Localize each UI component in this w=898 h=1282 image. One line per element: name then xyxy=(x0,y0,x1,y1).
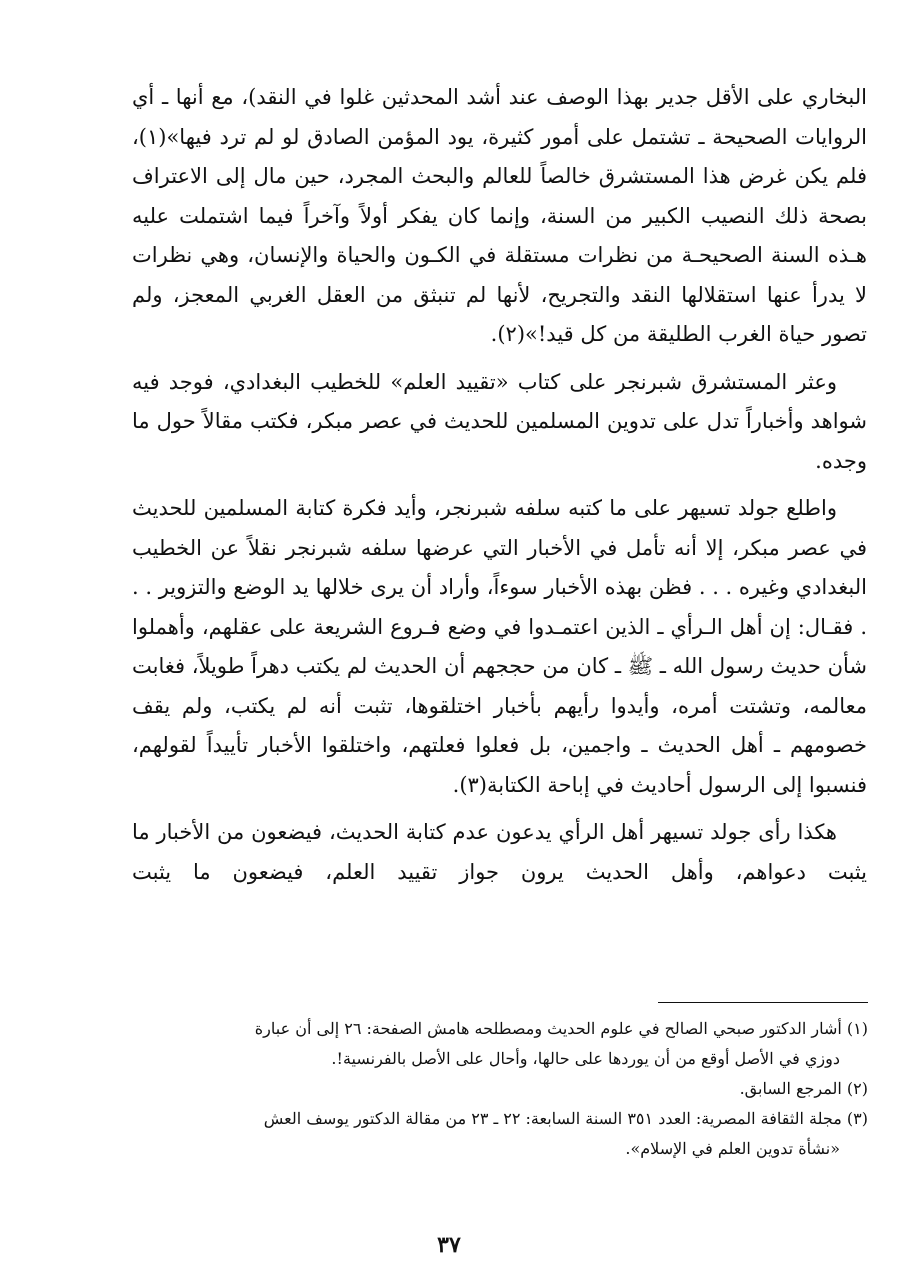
footnote-1-line-1: (١) أشار الدكتور صبحي الصالح في علوم الحديث ومصطلحه هامش الصفحة: ٢٦ إلى أن عبارة xyxy=(254,1019,868,1038)
footnotes xyxy=(128,1014,868,1164)
footnote-divider xyxy=(658,1002,868,1003)
paragraph-4: هكذا رأى جولد تسيهر أهل الرأي يدعون عدم كتابة الحديث، فيضعون من الأخبار ما يثبت دعواهم، وأهل الحديث يرون جواز تقييد العلم، فيضعون ما يثبت xyxy=(132,820,867,884)
paragraph-2: وعثر المستشرق شبرنجر على كتاب «تقييد العلم» للخطيب البغدادي، فوجد فيه شواهد وأخباراً تدل على تدوين المسلمين للحديث في عصر مبكر، فكتب مقالاً حول ما وجده. xyxy=(132,369,867,473)
footnote-3-line-2: «نشأة تدوين العلم في الإسلام». xyxy=(625,1139,840,1158)
page-number: ٣٧ xyxy=(437,1232,461,1258)
footnote-2: (٢) المرجع السابق. xyxy=(739,1079,868,1098)
paragraph-3: واطلع جولد تسيهر على ما كتبه سلفه شبرنجر، وأيد فكرة كتابة المسلمين للحديث في عصر مبكر، إلا أنه تأمل في الأخبار التي عرضها سلفه شبرنجر نقلاً عن الخطيب البغدادي وغيره . . . فظن بهذه الأخبار سوءاً، وأراد أن يرى خلالها يد الوضع والتزوير . . . فقـال: إن أهل الـرأي ـ الذين اعتمـدوا في وضع فـروع الشريعة على عقلهم، وأهملوا شأن حديث رسول الله ـ ﷺ ـ كان من حججهم أن الحديث لم يكتب دهراً طويلاً، فغابت معالمه، وتشتت أمره، وأيدوا رأيهم بأخبار اختلقوها، تثبت أنه لم يكتب، ولم يقف خصومهم ـ أهل الحديث ـ واجمين، بل فعلوا فعلتهم، واختلقوا الأخبار تأييداً لقولهم، فنسبوا إلى الرسول أحاديث في إباحة الكتابة(٣). xyxy=(132,496,867,797)
paragraph-1: البخاري على الأقل جدير بهذا الوصف عند أشد المحدثين غلوا في النقد)، مع أنها ـ أي الروايات الصحيحة ـ تشتمل على أمور كثيرة، يود المؤمن الصادق لو لم ترد فيها»(١)، فلم يكن غرض هذا المستشرق خالصاً للعالم والبحث المجرد، حين مال إلى الاعتراف بصحة ذلك النصيب الكبير من السنة، وإنما كان يفكر أولاً وآخراً فيما اشتملت عليه هـذه السنة الصحيحـة من نظرات مستقلة في الكـون والحياة والإنسان، وهي نظرات لا يدرأ عنها استقلالها النقد والتجريح، لأنها لم تنبثق من العقل الغربي المعجز، ولم تصور حياة الغرب الطليقة من كل قيد!»(٢). xyxy=(132,85,867,346)
footnote-1-line-2: دوزي في الأصل أوقع من أن يوردها على حالها، وأحال على الأصل بالفرنسية!. xyxy=(331,1049,840,1068)
footnote-3-line-1: (٣) مجلة الثقافة المصرية: العدد ٣٥١ السنة السابعة: ٢٢ ـ ٢٣ من مقالة الدكتور يوسف العش xyxy=(263,1109,868,1128)
main-text xyxy=(132,78,867,892)
